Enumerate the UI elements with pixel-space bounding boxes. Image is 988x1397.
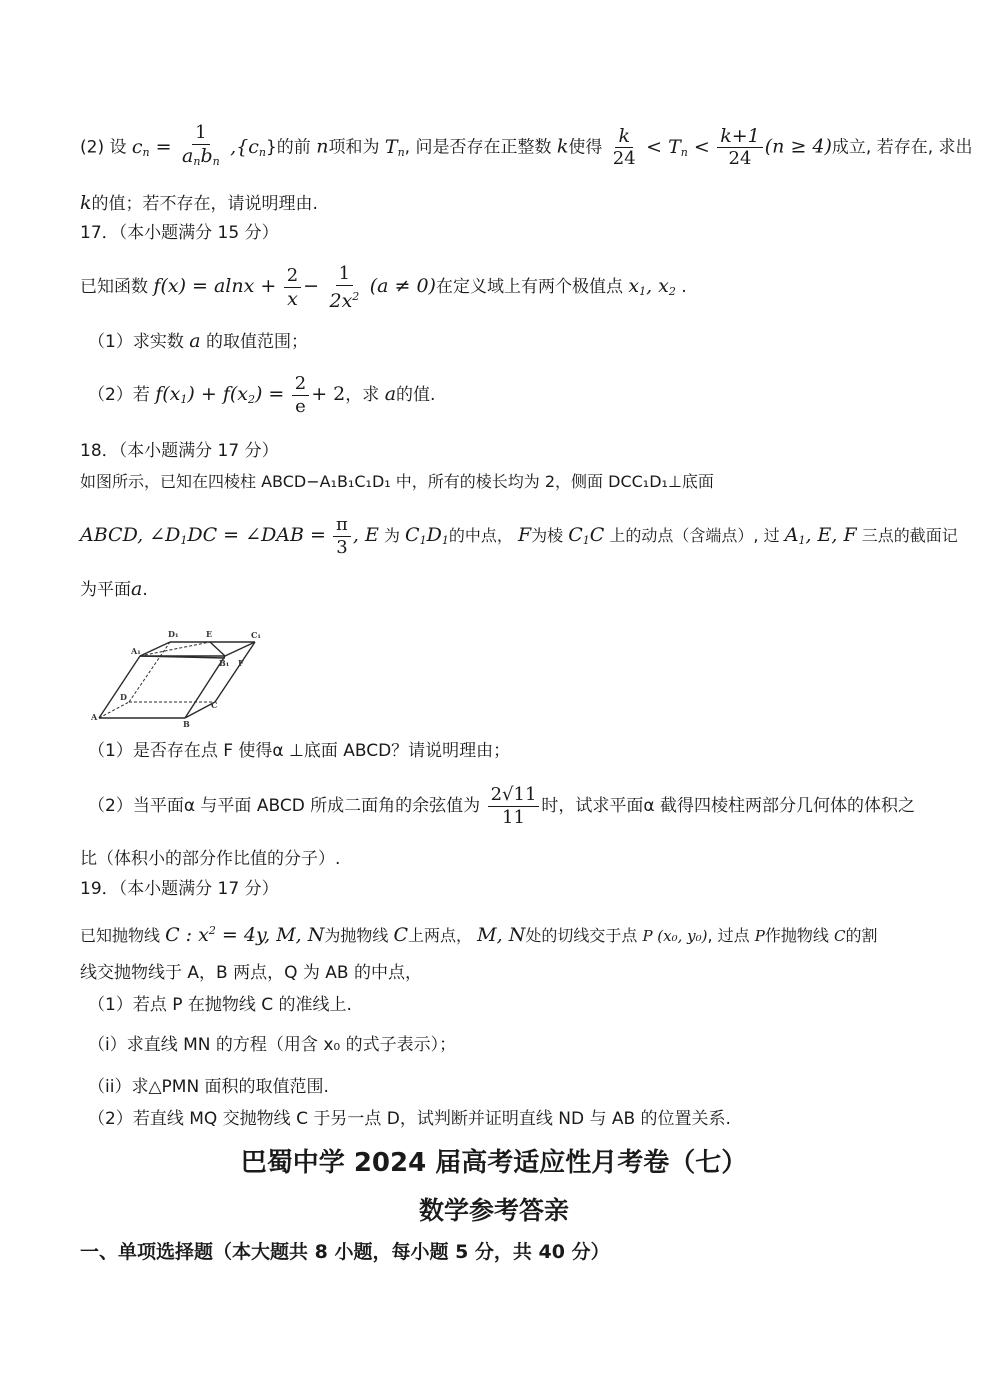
label-A: A	[91, 712, 98, 722]
answer-title: 巴蜀中学 2024 届高考适应性月考卷（七）	[240, 1148, 748, 1178]
q16-part2-line1: (2) 设 $c_n$ = $\frac{1}{a_nb_n}$ $,\{c_n\}$的前 n项和为 $T_n$, 问是否存在正整数 k使得 $\frac{k}{24}$ < $T_n$ < $\frac{k+1}{24}$ (n ≥ 4)成立, 若存在, 求出	[80, 122, 973, 175]
label-D1: D₁	[168, 629, 179, 639]
q19-part1-i: （i）求直线 MN 的方程（用含 x₀ 的式子表示）；	[88, 1035, 457, 1055]
frac-2-over-e: $\frac{2}{e}$	[292, 373, 309, 418]
q19-part1-ii: （ii）求△PMN 面积的取值范围.	[88, 1077, 329, 1097]
label-F: F	[238, 658, 244, 668]
label-A1: A₁	[131, 646, 141, 656]
frac-1-over-anbn: $\frac{1}{a_nb_n}$	[182, 122, 220, 168]
frac-pi-over-3: $\frac{\pi}{3}$	[333, 514, 351, 559]
frac-2-over-x: $\frac{2}{x}$	[284, 265, 301, 310]
q17-intro: 已知函数 f(x) = alnx + $\frac{2}{x}$ − $\frac{1}{2x^2}$ (a ≠ 0)在定义域上有两个极值点 $x_1$, $x_2$ .	[80, 262, 687, 312]
label-D: D	[120, 692, 127, 702]
answer-subtitle: 数学参考答亲	[418, 1196, 569, 1225]
q19-part2: （2）若直线 MQ 交抛物线 C 于另一点 D，试判断并证明直线 ND 与 AB 的位置关系.	[88, 1109, 731, 1129]
frac-1-over-2x2: $\frac{1}{2x^2}$	[329, 262, 360, 312]
frac-k1-over-24: $\frac{k+1}{24}$	[717, 125, 763, 170]
q19-line2: 线交抛物线于 A，B 两点，Q 为 AB 的中点，	[80, 963, 422, 983]
label-E: E	[206, 629, 213, 639]
section-single-choice: 一、单项选择题（本大题共 8 小题，每小题 5 分，共 40 分）	[80, 1241, 610, 1263]
frac-k-over-24: $\frac{k}{24}$	[612, 125, 636, 169]
frac-2sqrt11-over-11: $\frac{2√11}{11}$	[488, 784, 540, 829]
q18-part2: （2）当平面α 与平面 ABCD 所成二面角的余弦值为 $\frac{2√11}{11}$ 时，试求平面α 截得四棱柱两部分几何体的体积之	[88, 783, 916, 828]
q18-line3: 为平面a.	[80, 578, 148, 600]
q18-header: 18．（本小题满分 17 分）	[80, 441, 279, 461]
prism-diagram	[85, 620, 270, 728]
q18-part2-line2: 比（体积小的部分作比值的分子）.	[80, 849, 341, 869]
q19-part1: （1）若点 P 在抛物线 C 的准线上.	[88, 995, 352, 1015]
q16-part2-line2: k的值；若不存在，请说明理由.	[80, 192, 318, 214]
label-B: B	[183, 719, 190, 728]
q18-line2: ABCD, $\angle D_1DC$ = ∠DAB = $\frac{\pi}{3}$ , E 为 $C_1D_1$的中点， F为棱 $C_1C$ 上的动点（含端点）, 过 $A_1$, E, F 三点的截面记	[80, 514, 958, 558]
q19-header: 19．（本小题满分 17 分）	[80, 879, 279, 899]
label-B1: B₁	[219, 658, 230, 668]
q17-part2: （2）若 $f(x_1) + f(x_2)$ = $\frac{2}{e}$ + 2，求 a的值.	[88, 372, 436, 417]
label-C: C	[211, 700, 218, 710]
q18-part1: （1）是否存在点 F 使得α ⊥底面 ABCD？请说明理由；	[88, 741, 511, 761]
prism-figure	[85, 620, 270, 728]
q17-header: 17．（本小题满分 15 分）	[80, 223, 279, 243]
label-C1: C₁	[251, 630, 261, 640]
q18-line1: 如图所示，已知在四棱柱 ABCD−A₁B₁C₁D₁ 中，所有的棱长均为 2，侧面 DCC₁D₁⊥底面	[80, 472, 714, 491]
q17-part1: （1）求实数 a 的取值范围；	[88, 330, 308, 352]
q19-line1: 已知抛物线 C : $x^2 = 4y$, M, N为抛物线 C上两点， M, N处的切线交于点 P (x₀, y₀), 过点 P作抛物线 C的割	[80, 924, 878, 946]
